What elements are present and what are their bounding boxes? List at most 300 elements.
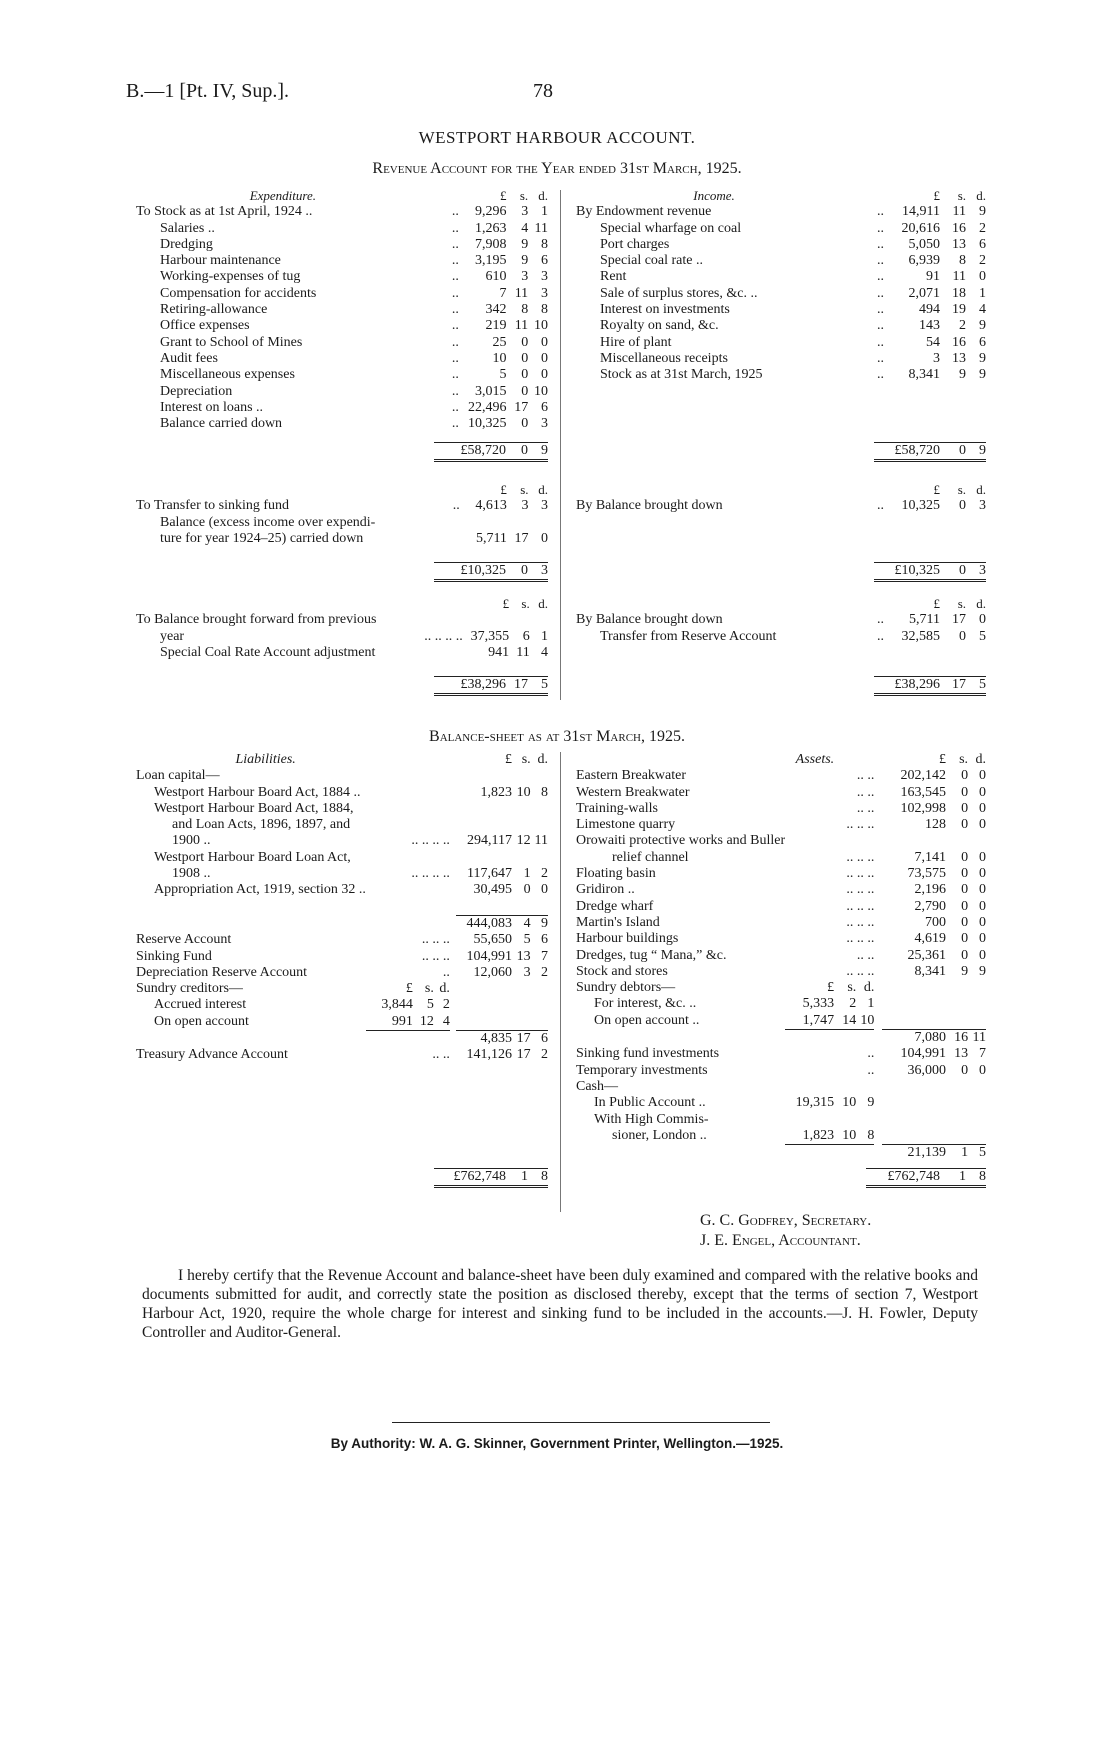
entry-label: ture for year 1924–25) carried down (160, 530, 364, 546)
entry-label: Miscellaneous receipts (600, 350, 728, 366)
spacer (874, 882, 882, 898)
sub-amount-shillings: 10 (842, 1095, 857, 1111)
amount-pence (531, 850, 548, 866)
spacer (874, 1046, 882, 1062)
asset-row (576, 1128, 986, 1145)
leader-dots: .. .. (432, 1047, 450, 1063)
income-row (576, 318, 986, 334)
assets-title: Assets. (795, 752, 835, 767)
leader-dots: .. (877, 367, 884, 383)
entry-label: Dredging (160, 236, 213, 252)
leader-dots: .. (442, 964, 450, 980)
appropriation-total-left (434, 562, 548, 582)
sub-amount-pence: 1 (867, 996, 875, 1012)
leader-dots: .. (877, 628, 884, 644)
amount-pounds: 10,325 (467, 416, 507, 432)
amount-pence: 11 (534, 833, 548, 849)
asset-row (576, 817, 986, 833)
amount-shillings (946, 980, 968, 996)
spacer (874, 768, 882, 784)
amount-pounds: 9,296 (474, 204, 507, 220)
amount-pounds: 342 (485, 302, 507, 318)
entry-label: Dredges, tug “ Mana,” &c. (576, 947, 727, 963)
leader-dots: .. (877, 612, 884, 628)
entry-label: Loan capital— (136, 768, 220, 784)
amount-shillings: 13 (952, 236, 966, 252)
expenditure-row (136, 269, 548, 285)
sub-amount-pence: 9 (867, 1095, 875, 1111)
appropriation-credit-table (576, 482, 986, 515)
entry-label: sioner, London .. (612, 1127, 707, 1143)
leader-dots: .. (877, 302, 884, 318)
entry-label: With High Commis- (594, 1111, 709, 1127)
amount-pence: 3 (979, 498, 986, 514)
spacer (874, 915, 882, 931)
spacer (874, 817, 882, 833)
amount-pence (531, 899, 548, 916)
amount-pence: 0 (979, 768, 986, 784)
liability-row (136, 1047, 548, 1063)
entry-label: Westport Harbour Board Loan Act, (154, 849, 351, 865)
pence-header: d. (976, 482, 986, 497)
entry-label: and Loan Acts, 1896, 1897, and (172, 817, 351, 833)
amount-pence: 6 (541, 399, 548, 415)
revenue-account-heading: Revenue Account for the Year ended 31st March, 1925. (372, 160, 742, 177)
amount-pence (529, 515, 549, 531)
spacer (874, 833, 882, 849)
amount-shillings (512, 1014, 531, 1031)
entry-label: relief channel (612, 849, 689, 865)
spacer (874, 1112, 882, 1128)
amount-shillings: 11 (514, 285, 529, 301)
reserve-debit-table (136, 596, 548, 661)
spacer (874, 1128, 882, 1145)
amount-pounds: 104,991 (900, 1046, 946, 1062)
amount-pounds: 5,050 (908, 236, 940, 252)
amount-pounds (882, 1079, 945, 1095)
amount-shillings: 3 (523, 964, 531, 980)
amount-shillings: 12 (516, 833, 531, 849)
asset-row (576, 801, 986, 817)
liability-row (136, 1031, 548, 1048)
amount-pence (968, 833, 986, 849)
amount-pence: 8 (541, 784, 548, 800)
total-pounds: £38,296 (434, 677, 506, 695)
amount-shillings: 0 (961, 817, 969, 833)
leader-dots (785, 1112, 874, 1128)
amount-shillings (946, 1079, 968, 1095)
sub-amount-pounds: 19,315 (795, 1095, 835, 1111)
amount-shillings: 9 (521, 236, 529, 252)
amount-shillings: 8 (521, 302, 529, 318)
leader-dots: .. .. (856, 800, 875, 816)
pound-header: £ (933, 596, 940, 611)
leader-dots: .. (451, 399, 459, 415)
asset-row (576, 1079, 986, 1095)
entry-label: Harbour buildings (576, 931, 679, 947)
liability-row (136, 949, 548, 965)
amount-pounds: 3,015 (474, 383, 507, 399)
balance-sheet-heading: Balance-sheet as at 31st March, 1925. (429, 728, 685, 745)
total-pounds: £10,325 (434, 563, 506, 581)
leader-dots: .. (867, 1046, 875, 1062)
income-row (576, 253, 986, 269)
leader-dots: .. (451, 367, 459, 383)
spacer (874, 785, 882, 801)
entry-label: Working-expenses of tug (160, 269, 301, 285)
expenditure-row (136, 318, 548, 334)
leader-dots (366, 768, 450, 784)
asset-row (576, 882, 986, 898)
amount-pence: 0 (979, 931, 986, 947)
amount-shillings: 0 (521, 350, 529, 366)
expenditure-row (136, 351, 548, 367)
leader-dots: .. (451, 285, 459, 301)
amount-shillings: 17 (512, 1031, 531, 1048)
amount-shillings: 9 (521, 253, 529, 269)
spacer (874, 1063, 882, 1079)
amount-pounds: 55,650 (473, 932, 513, 948)
amount-pence: 0 (541, 367, 548, 383)
amount-pence: 6 (531, 1031, 548, 1048)
income-row (576, 351, 986, 367)
amount-pence: 1 (979, 285, 986, 301)
amount-pence: 7 (979, 1046, 986, 1062)
liability-row (136, 801, 548, 817)
asset-row (576, 1046, 986, 1062)
amount-pence: 0 (979, 784, 986, 800)
entry-label: Sinking Fund (136, 948, 212, 964)
amount-pounds: 7 (499, 285, 507, 301)
amount-shillings: 5 (523, 932, 531, 948)
amount-shillings (946, 1095, 968, 1111)
entry-label: Stock and stores (576, 963, 668, 979)
amount-pence: 9 (979, 367, 986, 383)
leader-dots (366, 817, 450, 833)
amount-pence: 0 (979, 612, 986, 628)
expenditure-row (136, 384, 548, 400)
income-row (576, 335, 986, 351)
sub-amount-shillings: 2 (849, 996, 857, 1012)
entry-label: 1900 .. (172, 833, 211, 849)
entry-label: Salaries .. (160, 220, 215, 236)
entry-label (136, 1031, 366, 1048)
shilling-header: s. (957, 482, 966, 497)
leader-dots (366, 785, 450, 801)
amount-shillings: 19 (952, 302, 966, 318)
amount-shillings: 0 (961, 914, 969, 930)
amount-pounds: 7,908 (474, 236, 507, 252)
leader-dots: .. .. .. (846, 849, 875, 865)
amount-pence: 8 (541, 236, 548, 252)
amount-pence: 0 (979, 914, 986, 930)
reserve-credit-table (576, 596, 986, 645)
total-pounds: £762,748 (434, 1169, 506, 1187)
sub-amount-pence: d. (863, 980, 875, 996)
pound-header: £ (933, 188, 940, 203)
amount-pounds: 219 (485, 318, 507, 334)
asset-row (576, 768, 986, 784)
entry-label: In Public Account .. (594, 1095, 706, 1111)
amount-shillings: 16 (952, 220, 966, 236)
revenue-total-right (874, 442, 986, 462)
amount-shillings: 18 (952, 285, 966, 301)
amount-pounds (882, 833, 945, 849)
leader-dots: .. (451, 236, 459, 252)
spacer (874, 964, 882, 980)
amount-shillings: 17 (952, 612, 966, 628)
amount-shillings: 0 (961, 898, 969, 914)
total-shillings: 17 (506, 677, 528, 695)
amount-pence: 2 (979, 253, 986, 269)
leader-dots: .. (877, 236, 884, 252)
leader-dots (366, 1031, 450, 1048)
asset-row (576, 1112, 986, 1128)
entry-label: Rent (600, 269, 627, 285)
entry-label: Balance carried down (160, 416, 283, 432)
amount-pence (531, 801, 548, 817)
leader-dots: .. (451, 383, 459, 399)
amount-pence: 0 (541, 882, 548, 898)
spacer (874, 850, 882, 866)
total-shillings: 0 (506, 443, 528, 461)
amount-shillings: 1 (523, 866, 531, 882)
amount-shillings: 11 (952, 204, 966, 220)
amount-shillings (512, 997, 531, 1013)
amount-shillings: 3 (521, 269, 529, 285)
amount-pounds (456, 817, 512, 833)
expenditure-row (136, 302, 548, 318)
accountant-signature: J. E. Engel, Accountant. (700, 1232, 861, 1249)
sub-amount-shillings: s. (424, 981, 434, 997)
amount-pounds: 202,142 (900, 768, 946, 784)
income-row (576, 237, 986, 253)
amount-pounds: 444,083 (456, 915, 512, 932)
liability-row (136, 833, 548, 849)
balance-total-left (434, 1168, 548, 1188)
sub-amount-shillings: 14 (834, 1013, 856, 1030)
asset-row (576, 785, 986, 801)
amount-pounds: 4,619 (914, 931, 946, 947)
leader-dots: .. (451, 334, 459, 350)
amount-pence (968, 1079, 986, 1095)
document-reference: B.—1 [Pt. IV, Sup.]. (126, 80, 289, 102)
amount-pence: 0 (979, 947, 986, 963)
amount-shillings (507, 515, 529, 531)
total-pence: 3 (966, 563, 986, 581)
amount-shillings: 1 (946, 1145, 968, 1162)
entry-label: Depreciation Reserve Account (136, 964, 308, 980)
amount-pounds (456, 997, 512, 1013)
amount-pence: 6 (979, 236, 986, 252)
entry-label (576, 1145, 785, 1162)
leader-dots: .. .. .. (421, 932, 450, 948)
amount-pounds: 143 (919, 318, 940, 334)
amount-pounds: 141,126 (466, 1047, 513, 1063)
revenue-total-left (434, 442, 548, 462)
amount-shillings: 3 (521, 498, 529, 514)
leader-dots: .. .. .. .. (411, 866, 450, 882)
amount-shillings: 0 (521, 416, 529, 432)
entry-label: By Balance brought down (576, 498, 723, 514)
balance-total-right (866, 1168, 986, 1188)
asset-row (576, 1030, 986, 1047)
amount-shillings (509, 612, 530, 628)
amount-shillings: 0 (961, 784, 969, 800)
amount-pounds: 36,000 (907, 1062, 946, 1078)
total-pence: 8 (966, 1169, 986, 1187)
entry-label: By Endowment revenue (576, 204, 712, 220)
entry-label: Appropriation Act, 1919, section 32 .. (154, 882, 366, 898)
expenditure-row (136, 237, 548, 253)
entry-label: Special Coal Rate Account adjustment (160, 644, 376, 660)
amount-pounds: 1,263 (474, 220, 507, 236)
leader-dots: .. .. .. (846, 898, 875, 914)
amount-pounds: 7,141 (914, 849, 946, 865)
pound-header: £ (500, 482, 507, 497)
pence-header: d. (537, 752, 548, 767)
leader-dots: .. .. .. (846, 963, 875, 979)
liability-row (136, 915, 548, 932)
amount-pence: 10 (534, 383, 548, 399)
leader-dots: .. (867, 1062, 875, 1078)
amount-shillings: 13 (954, 1046, 969, 1062)
amount-pence (531, 997, 548, 1013)
amount-shillings: 11 (952, 269, 966, 285)
amount-pounds: 20,616 (901, 220, 940, 236)
leader-dots: .. .. .. (846, 866, 875, 882)
entry-label: To Transfer to sinking fund (136, 498, 290, 514)
amount-pounds: 91 (926, 269, 940, 285)
sub-amount-pounds: 5,333 (802, 996, 835, 1012)
spacer (874, 866, 882, 882)
leader-dots: .. (452, 498, 460, 514)
amount-shillings: 16 (952, 334, 966, 350)
entry-label: Special wharfage on coal (600, 220, 742, 236)
leader-dots: .. (877, 318, 884, 334)
spacer (874, 1095, 882, 1111)
amount-pence (530, 612, 548, 628)
amount-pence (968, 1013, 986, 1030)
asset-row (576, 1063, 986, 1079)
amount-shillings: 0 (961, 1062, 969, 1078)
reserve-debit-row (136, 645, 548, 661)
page-number: 78 (533, 80, 553, 102)
leader-dots: .. (451, 350, 459, 366)
amount-shillings: 16 (946, 1030, 968, 1047)
leader-dots: .. .. .. (846, 817, 875, 833)
reserve-debit-row (136, 612, 548, 628)
sub-amount-pence: 8 (856, 1128, 874, 1145)
entry-label: Grant to School of Mines (160, 334, 303, 350)
amount-shillings: 0 (959, 628, 966, 644)
sub-amount-pounds: £ (827, 980, 835, 996)
amount-pounds (456, 1014, 512, 1031)
appropriation-credit-row (576, 498, 986, 514)
amount-shillings: 0 (961, 882, 969, 898)
entry-label: Special coal rate .. (600, 253, 704, 269)
appropriation-total-right (874, 562, 986, 582)
sub-amount-pounds: 3,844 (381, 997, 413, 1013)
leader-dots: .. (451, 302, 459, 318)
amount-pence: 0 (979, 817, 986, 833)
total-shillings: 0 (940, 443, 966, 461)
amount-pence: 3 (541, 416, 548, 432)
entry-label: Compensation for accidents (160, 285, 317, 301)
total-pence: 5 (528, 677, 548, 695)
amount-pence: 4 (979, 302, 986, 318)
amount-pounds (456, 801, 512, 817)
liabilities-table (136, 752, 548, 1064)
entry-label: Dredge wharf (576, 898, 654, 914)
leader-dots (431, 531, 460, 547)
amount-pounds: 25,361 (907, 947, 946, 963)
pound-header: £ (505, 752, 513, 767)
expenditure-row (136, 286, 548, 302)
expenditure-row (136, 253, 548, 269)
entry-label: Balance (excess income over expendi- (160, 514, 376, 530)
leader-dots: .. .. .. .. (411, 833, 450, 849)
amount-pence: 11 (534, 220, 548, 236)
income-title: Income. (693, 188, 735, 203)
amount-pence: 0 (541, 334, 548, 350)
shilling-header: s. (959, 752, 969, 767)
amount-shillings (512, 768, 531, 784)
amount-pence: 0 (979, 866, 986, 882)
entry-label: Hire of plant (600, 334, 672, 350)
entry-label: Limestone quarry (576, 817, 676, 833)
amount-pounds (882, 1112, 945, 1128)
amount-pounds (460, 515, 507, 531)
amount-shillings: 13 (516, 948, 531, 964)
leader-dots: .. .. .. (846, 882, 875, 898)
total-shillings: 0 (506, 563, 528, 581)
amount-pounds (882, 1095, 945, 1111)
amount-pence: 9 (979, 204, 986, 220)
amount-shillings (946, 1013, 968, 1030)
asset-row (576, 899, 986, 915)
leader-dots (424, 612, 463, 628)
amount-pence: 11 (968, 1030, 986, 1047)
spacer (874, 948, 882, 964)
amount-pence: 2 (979, 220, 986, 236)
amount-shillings: 10 (516, 784, 531, 800)
expenditure-row (136, 367, 548, 383)
amount-pence: 3 (541, 269, 548, 285)
income-row (576, 221, 986, 237)
leader-dots: .. .. .. (421, 948, 450, 964)
amount-shillings: 9 (959, 367, 966, 383)
sub-amount-pence: d. (439, 981, 450, 997)
amount-pounds: 5,711 (909, 612, 940, 628)
amount-pence: 9 (979, 350, 986, 366)
entry-label: To Balance brought forward from previous (136, 612, 377, 628)
leader-dots (366, 915, 450, 932)
shilling-header: s. (957, 596, 966, 611)
amount-pence: 2 (541, 964, 548, 980)
leader-dots: .. .. .. .. (424, 628, 463, 644)
reserve-debit-row (136, 629, 548, 645)
total-pence: 3 (528, 563, 548, 581)
leader-dots: .. (451, 416, 459, 432)
leader-dots: .. .. (856, 768, 875, 784)
appropriation-debit-row (136, 531, 548, 547)
entry-label: 1908 .. (172, 866, 211, 882)
sub-amount-pounds: £ (405, 981, 413, 997)
entry-label: Eastern Breakwater (576, 768, 686, 784)
amount-pounds: 21,139 (882, 1145, 945, 1162)
pound-header: £ (933, 482, 940, 497)
